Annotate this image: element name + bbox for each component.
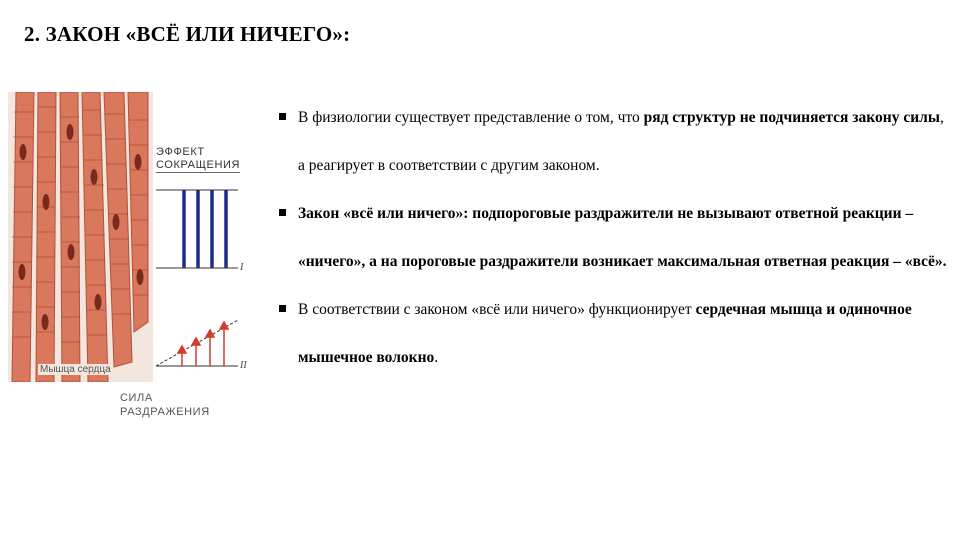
effect-label-line1: ЭФФЕКТ xyxy=(156,146,205,158)
bullet-list xyxy=(276,94,948,382)
bullet-item xyxy=(276,94,948,190)
bullet-bold-text: сердечная мышца и одиночное мышечное волокно xyxy=(298,301,912,366)
heart-muscle-illustration xyxy=(8,92,153,382)
stimulus-label-line1: СИЛА xyxy=(120,392,153,404)
effect-axis-label xyxy=(156,146,240,173)
stimulus-arrows xyxy=(178,322,228,366)
bullet-item xyxy=(276,190,948,286)
bullet-bold-text: ряд структур не подчиняется закону силы xyxy=(643,109,940,126)
bullet-item xyxy=(276,286,948,382)
effect-label-line2: СОКРАЩЕНИЯ xyxy=(156,159,241,171)
stimulus-axis-label xyxy=(120,391,210,419)
bullet-text: В физиологии существует представление о том, что xyxy=(298,109,644,126)
stimulus-label-line2: РАЗДРАЖЕНИЯ xyxy=(120,406,210,418)
marker-1: I xyxy=(240,262,244,273)
response-bars xyxy=(184,190,226,268)
slide-title: 2. ЗАКОН «ВСЁ ИЛИ НИЧЕГО»: xyxy=(24,22,351,46)
photo-caption: Мышца сердца xyxy=(40,364,111,375)
bullet-text: . xyxy=(434,349,439,366)
marker-2: II xyxy=(240,360,247,371)
bullet-bold-text: Закон «всё или ничего»: подпороговые раздражители не вызывают ответной реакции – «ничего», а на пороговые раздражители возникает максимальная ответная реакция – «всё». xyxy=(298,205,947,270)
bullet-text: , а реагирует в соответствии с другим законом. xyxy=(298,109,944,174)
bullet-text: В соответствии с законом «всё или ничего» функционирует xyxy=(298,301,696,318)
all-or-nothing-diagram xyxy=(144,178,258,378)
figure xyxy=(8,88,258,428)
